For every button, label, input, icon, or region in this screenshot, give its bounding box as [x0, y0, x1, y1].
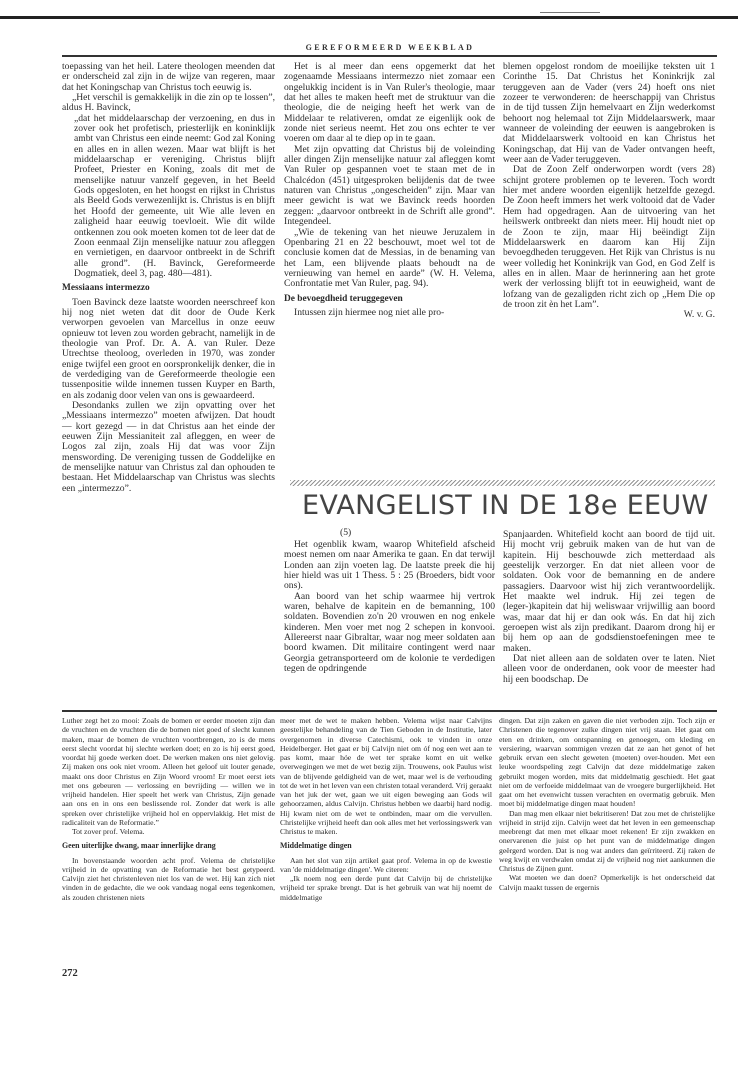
paragraph: toepassing van het heil. Latere theologen meenden dat er onderscheid zal zijn in de wijze van regeren, maar dat het Koningschap van Christus toch eeuwig is.	[62, 61, 275, 93]
paragraph: „Ik noem nog een derde punt dat Calvijn bij de christelijke vrijheid ter sprake brengt. Dat is het gebruik van wat hij noemt de middelmatige	[280, 874, 492, 902]
section-rule	[62, 710, 717, 712]
article-part-number: (5)	[340, 527, 352, 538]
paragraph: Met zijn opvatting dat Christus bij de voleinding aller dingen Zijn menselijke natuur zal afleggen komt Van Ruler op gespannen voet te staan met de in Chalcédon (451) uitgesproken belijdenis dat de twee naturen van Christus „ongescheiden” zijn. Maar van meer gewicht is wat we Bavinck reeds hoorden zeggen: „daarvoor ontbreekt in de Schrift alle grond”. Integendeel.	[284, 143, 495, 228]
paragraph: Desondanks zullen we zijn opvatting over het „Messiaans intermezzo” moeten afwijzen. Dat houdt — kort gezegd — in dat Christus aan het einde der eeuwen Zijn Messianiteit zal afleggen, en weer de Logos zal zijn, zoals Hij dat was voor Zijn menswording. De vereniging tussen de Goddelijke en de menselijke natuur van Christus zal dan ophouden te bestaan. Het Middelaarschap van Christus was slechts een „intermezzo”.	[62, 400, 275, 494]
evangelist-right-column	[503, 530, 715, 685]
paragraph: dingen. Dat zijn zaken en gaven die niet verboden zijn. Toch zijn er Christenen die tegenover zulke dingen niet vrij staan. Het gaat om eten en drinken, om ontspanning en genoegen, om kleding en versiering, waarvan sommigen vrezen dat ze aan het genot of het gebruik ervan een slecht geweten (moeten) over-houden. Met een leuke woordspeling zegt Calvijn dat deze middelmatige zaken gebruikt mogen worden, mits dat middelmatig geschiedt. Het gaat niet om de verfoeide middelmaat van de vroegere burgerlijkheid. Het gaat om het evenwicht tussen verachten en overmatig gebruik. Men moet bij middelmatige dingen maat houden!	[499, 716, 715, 809]
section-heading: Geen uiterlijke dwang, maar innerlijke drang	[62, 841, 216, 851]
upper-left-column	[62, 62, 275, 494]
paragraph: Het ogenblik kwam, waarop Whitefield afscheid moest nemen om naar Amerika te gaan. En dat terwijl Londen aan zijn voeten lag. De laatste preek die hij hier hield was uit 1 Thess. 5 : 25 (Broeders, bidt voor ons).	[284, 539, 495, 592]
paragraph: „Het verschil is gemakkelijk in die zin op te lossen”, aldus H. Bavinck,	[62, 92, 275, 114]
paragraph: Toen Bavinck deze laatste woorden neerschreef kon hij nog niet weten dat dit door de Oude Kerk verworpen gevoelen van Marcellus in onze eeuw opnieuw tot leven zou worden gebracht, namelijk in de theologie van Prof. Dr. A. A. van Ruler. Deze Utrechtse theoloog, overleden in 1970, was zonder enige twijfel een groot en oorspronkelijk denker, die in de verdediging van de Gereformeerde theologie een tussenpositie wilde innemen tussen Kuyper en Barth, en als zodanig door velen van ons is gewaardeerd.	[62, 296, 275, 401]
section-heading: Middelmatige dingen	[280, 841, 352, 851]
paragraph: Aan het slot van zijn artikel gaat prof. Velema in op de kwestie van 'de middelmatige dingen'. We citeren:	[280, 855, 492, 874]
lower-right-column	[499, 716, 715, 892]
paragraph: Luther zegt het zo mooi: Zoals de bomen er eerder moeten zijn dan de vruchten en de vruchten die de bomen niet goed of slecht kunnen maken, maar de bomen de vruchten voortbrengen, zo is de mens eerst slecht voordat hij slechte werken doet; en zo is hij eerst goed, voordat hij goede werken doet. De werken maken ons niet gelovig. Zij maken ons ook niet vroom. Alleen het geloof uit louter genade, maakt ons door Christus en Zijn Woord vroom! Er moet eerst iets met ons gebeuren — verlossing en bevrijding — willen we in vrijheid handelen. Hier speelt het werk van Christus, Zijn genade aan ons en in ons een beslissende rol. Zonder dat werk is alle spreken over christelijke vrijheid hol en oppervlakkig. Het mist de radicaliteit van de Reformatie.”	[62, 716, 275, 827]
evangelist-middle-column	[284, 540, 495, 674]
paragraph: Wat moeten we dan doen? Opmerkelijk is het onderscheid dat Calvijn maakt tussen de ergernis	[499, 873, 715, 892]
paragraph: Dat niet alleen aan de soldaten over te laten. Niet alleen voor de onderdanen, ook voor de meester had hij een boodschap. De	[503, 653, 715, 685]
paragraph: Dat de Zoon Zelf onderworpen wordt (vers 28) schijnt grotere problemen op te leveren. Toch wordt hier met andere woorden eigenlijk hetzelfde gezegd. De Zoon heeft immers het werk voltooid dat de Vader Hem had opgedragen. Aan de uitvoering van het heilswerk ontbreekt dan niets meer. Hij houdt niet op de Zoon te zijn, maar Hij beëindigt Zijn Middelaarswerk en daarom kan Hij Zijn bevoegdheden teruggeven. Het Rijk van Christus is nu weer volledig het Koninkrijk van God, en God Zelf is alles en in allen. Maar de herinnering aan het grote werk der verlossing blijft tot in eeuwigheid, want de lofzang van de gezaligden richt zich op „Hem Die op de troon zit èn het Lam”.	[503, 164, 715, 310]
upper-middle-column	[284, 62, 495, 318]
paragraph: blemen opgelost rondom de moeilijke teksten uit 1 Corinthe 15. Dat Christus het Koninkrijk zal teruggeven aan de Vader (vers 24) hoeft ons niet zozeer te verwonderen: de heerschappij van Christus in de tijd tussen Zijn hemelvaart en Zijn wederkomst behoort nog helemaal tot Zijn Middelaarswerk, maar wanneer de voleinding der eeuwen is aangebroken is dat Middelaarswerk voltooid en kan Christus het Koningschap, dat Hij van de Vader ontvangen heeft, weer aan de Vader teruggeven.	[503, 61, 715, 166]
scan-edge-line	[0, 16, 738, 19]
page-number: 272	[62, 968, 78, 979]
paragraph: „Wie de tekening van het nieuwe Jeruzalem in Openbaring 21 en 22 beschouwt, moet wel tot de conclusie komen dat de Messias, in de benaming van het Lam, een blijvende plaats behoudt na de vernieuwing van hemel en aarde” (W. H. Velema, Confrontatie met Van Ruler, pag. 94).	[284, 226, 495, 290]
paragraph: Intussen zijn hiermee nog niet alle pro-	[294, 306, 445, 318]
header-rule	[62, 55, 717, 57]
paragraph: meer met de wet te maken hebben. Velema wijst naar Calvijns geestelijke behandeling van de Tien Geboden in de Institutie, later overgenomen in diverse Catechismi, ook te vinden in onze Heidelberger. Het gaat er bij Calvijn niet om óf nog een wet aan te pas komt, maar hóe de wet ter sprake komt en uit welke overwegingen we met de wet bezig zijn. Trouwens, ook Paulus wist van de blijvende geldigheid van de wet, maar wel is de verhouding tot de wet in het leven van een christen totaal veranderd. Vrij geraakt van het juk der wet, gaan we uit eigen beweging aan Gods wil gehoorzamen, aldus Calvijn. Christus hebben we daarbij hard nodig. Hij kwam niet om de wet te ontbinden, maar om die vervullen. Christelijke vrijheid heeft dan ook alles met het verlossingswerk van Christus te maken.	[280, 716, 492, 836]
ornamental-divider	[290, 480, 715, 486]
paragraph: Tot zover prof. Velema.	[72, 827, 145, 836]
paragraph: Dan mag men elkaar niet bekritiseren! Dat zou met de christelijke vrijheid in strijd zijn. Calvijn weet dat het leven in een gemeenschap meebrengt dat men met elkaar moet rekenen! Er zijn zwakken en onervarenen die juist op het punt van de middelmatige dingen geërgerd worden. Dat is nog wat anders dan geïrriteerd. Zij raken de weg kwijt en verdwalen omdat zij de vrijheid nog niet aankunnen die Christus de Zijnen gunt.	[499, 808, 715, 873]
running-header: GEREFORMEERD WEEKBLAD	[305, 43, 475, 52]
lower-left-column	[62, 716, 275, 902]
paragraph: „dat het middelaarschap der verzoening, en dus in zover ook het profetisch, priesterlijk en koninklijk ambt van Christus een einde neemt: God zal Koning en alles en in allen wezen. Maar wat blijft is het middelaarschap er vereniging. Christus blijft Profeet, Priester en Koning, zoals dit met de menselijke natuur vanzelf gegeven, in het Beeld Gods opgesloten, en het hoogst en rijkst in Christus als Beeld Gods verwezenlijkt is. Christus is en blijft het Hoofd der gemeente, uit Wie alle leven en zaligheid haar eeuwig toevloeit. Wie dit wilde ontkennen zou ook moeten komen tot de leer dat de Zoon eenmaal Zijn menselijke natuur zou afleggen en vernietigen, en daarvoor ontbreekt in de Schrift alle grond”. (H. Bavinck, Gereformeerde Dogmatiek, deel 3, pag. 480—481).	[74, 112, 275, 279]
scan-mark	[540, 12, 600, 13]
article-title: EVANGELIST IN DE 18e EEUW	[302, 490, 709, 521]
upper-right-column	[503, 62, 715, 321]
paragraph: In bovenstaande woorden acht prof. Velema de christelijke vrijheid in de opvatting van de Reformatie het best getypeerd. Calvijn ziet het christenleven niet los van de wet. Hij kan zich niet vinden in de gedachte, die we ook vandaag nogal eens tegenkomen, als zouden christenen niets	[62, 855, 275, 902]
lower-middle-column	[280, 716, 492, 902]
author-signature: W. v. G.	[683, 309, 715, 321]
paragraph: Het is al meer dan eens opgemerkt dat het zogenaamde Messiaans intermezzo niet zomaar een ongelukkig incident is in Van Ruler's theologie, maar dat het alles te maken heeft met de struktuur van die theologie, die de neiging heeft het werk van de Middelaar te relativeren, omdat ze eigenlijk ook de zonde niet serieus neemt. Het zou ons echter te ver voeren om daar al te diep op in te gaan.	[284, 61, 495, 145]
section-heading: Messiaans intermezzo	[62, 283, 150, 294]
paragraph: Aan boord van het schip waarmee hij vertrok waren, behalve de kapitein en de bemanning, 100 soldaten. Bovendien zo'n 20 vrouwen en nog enkele kinderen. Men voer met nog 2 schepen in konvooi. Allereerst naar Gibraltar, waar nog meer soldaten aan boord kwamen. Dit militaire contingent werd naar Georgia getransporteerd om de kolonie te verdedigen tegen de opdringende	[284, 590, 495, 675]
section-heading: De bevoegdheid teruggegeven	[284, 293, 403, 304]
paragraph: Spanjaarden. Whitefield kocht aan boord de tijd uit. Hij mocht vrij gebruik maken van de hut van de kapitein. Hij beschouwde zich metterdaad als geestelijk verzorger. En dat niet alleen voor de soldaten. Ook voor de bemanning en de andere passagiers. Daarvoor wist hij zich verantwoordelijk. Het maakte wel indruk. Hij zei tegen de (leger-)kapitein dat hij weliswaar vrijwillig aan boord was, maar dat hij er dan ook wás. En dat hij zich geroepen wist als zijn predikant. Daarom drong hij er bij hem op aan de godsdienstoefeningen mee te maken.	[503, 529, 715, 654]
